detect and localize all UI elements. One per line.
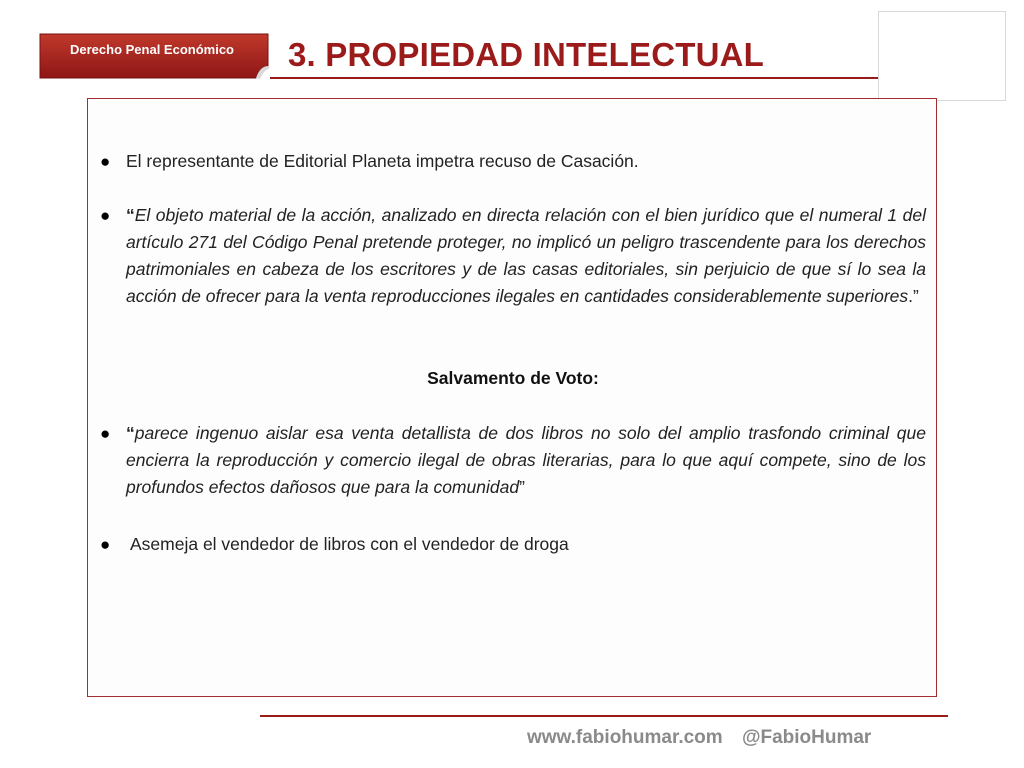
- quote-italic-text: parece ingenuo aislar esa venta detallista de dos libros no solo del amplio trasfondo criminal que encierra la reproducción y comercio ilegal de obras literarias, para lo que aquí compete, sino de los profundos efectos dañosos que para la comunidad: [126, 423, 926, 497]
- slide-title: 3. PROPIEDAD INTELECTUAL: [288, 36, 765, 73]
- bullet-dot-icon: ●: [100, 424, 111, 443]
- quote-close-mark: .”: [908, 286, 919, 306]
- corner-placeholder-box: [878, 11, 1006, 101]
- bullet-quote-text: [126, 420, 926, 501]
- bullet-dot-icon: ●: [100, 535, 111, 554]
- footer-handle: @FabioHumar: [741, 727, 872, 748]
- title-divider: [270, 77, 948, 79]
- content-box: [87, 98, 937, 697]
- header-tab-badge: [38, 32, 272, 80]
- bullet-dot-icon: ●: [100, 206, 111, 225]
- quote-open-mark: “: [126, 205, 135, 225]
- quote-open-mark: “: [126, 423, 135, 443]
- quote-close-mark: ”: [519, 477, 525, 497]
- quote-italic-text: El objeto material de la acción, analizado en directa relación con el bien jurídico que el numeral 1 del artículo 271 del Código Penal pretende proteger, no implicó un peligro trascendente para los derechos patrimoniales en cabeza de los escritores y de las casas editoriales, sin perjuicio de que sí lo sea la acción de ofrecer para la venta reproducciones ilegales en cantidades considerablemente superiores: [126, 205, 926, 306]
- bullet-text: Asemeja el vendedor de libros con el vendedor de droga: [130, 534, 569, 554]
- tab-label: Derecho Penal Económico: [70, 42, 234, 57]
- footer-divider: [260, 715, 948, 717]
- footer-website: www.fabiohumar.com: [527, 727, 723, 748]
- bullet-quote-text: [126, 202, 926, 310]
- footer: [527, 727, 871, 749]
- section-subheading: Salvamento de Voto:: [427, 368, 599, 388]
- bullet-text: El representante de Editorial Planeta impetra recuso de Casación.: [126, 151, 639, 171]
- bullet-dot-icon: ●: [100, 152, 111, 171]
